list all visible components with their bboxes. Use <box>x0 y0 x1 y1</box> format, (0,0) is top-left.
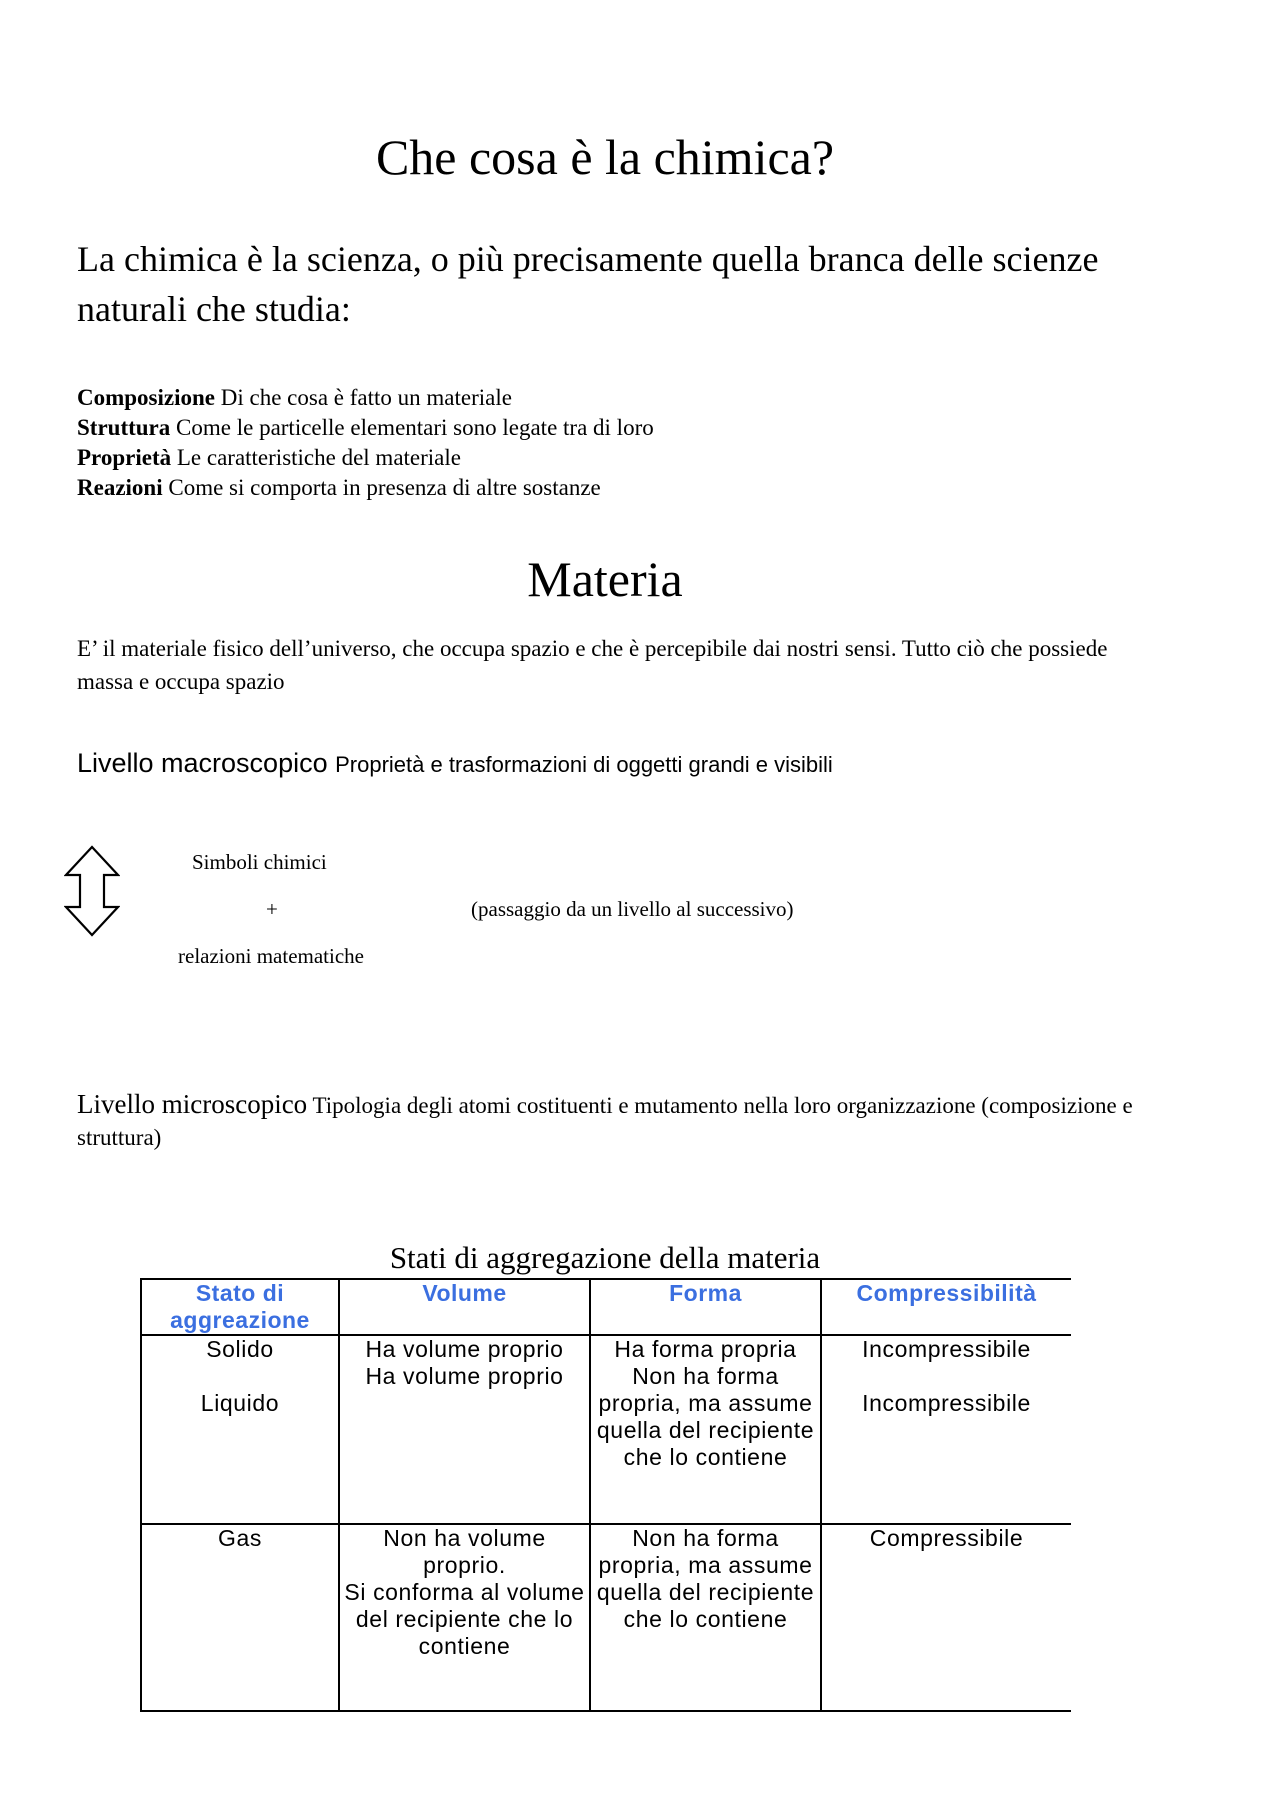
table-cell <box>590 1335 821 1524</box>
header-volume: Volume <box>339 1279 590 1335</box>
cell-text: Non ha forma propria, ma assume quella del recipiente che lo contiene <box>596 1363 815 1470</box>
macro-level-desc: Proprietà e trasformazioni di oggetti grandi e visibili <box>335 752 833 777</box>
macro-level-label: Livello macroscopico <box>77 748 328 778</box>
cell-text: Incompressibile <box>862 1336 1031 1362</box>
section-title-materia: Materia <box>527 551 683 607</box>
header-compressibilita: Compressibilità <box>821 1279 1071 1335</box>
macro-level-line <box>77 748 833 779</box>
cell-text: Ha forma propria <box>614 1336 797 1362</box>
definition-item <box>77 473 654 503</box>
table-header-row <box>141 1279 1071 1335</box>
cell-text: Ha volume proprio <box>365 1336 564 1362</box>
definition-item <box>77 383 654 413</box>
definition-term: Struttura <box>77 415 171 440</box>
bridge-symbols: Simboli chimici <box>192 850 327 874</box>
cell-text: Non ha forma propria, ma assume quella del recipiente che lo contiene <box>596 1525 815 1632</box>
definition-term: Composizione <box>77 385 215 410</box>
definition-text: Le caratteristiche del materiale <box>176 445 461 470</box>
definition-term: Reazioni <box>77 475 163 500</box>
cell-text: Ha volume proprio <box>365 1363 564 1389</box>
states-table <box>140 1278 1071 1712</box>
materia-paragraph: E’ il materiale fisico dell’universo, che occupa spazio e che è percepibile dai nostri sensi. Tutto ciò che possiede massa e occupa spazio <box>77 636 1108 694</box>
intro-paragraph: La chimica è la scienza, o più precisamente quella branca delle scienze naturali che studia: <box>77 239 1099 329</box>
table-cell <box>821 1524 1071 1711</box>
definition-text: Di che cosa è fatto un materiale <box>220 385 512 410</box>
page-title: Che cosa è la chimica? <box>375 129 835 185</box>
definitions-list <box>77 383 654 503</box>
table-row <box>141 1524 1071 1711</box>
cell-text: Si conforma al volume del recipiente che lo contiene <box>344 1579 585 1659</box>
cell-text: Compressibile <box>869 1525 1024 1551</box>
cell-text: Incompressibile <box>862 1390 1031 1416</box>
bridge-note: (passaggio da un livello al successivo) <box>471 897 794 921</box>
micro-level-desc: Tipologia degli atomi costituenti e mutamento nella loro organizzazione (composizione e struttura) <box>77 1093 1133 1150</box>
definition-item <box>77 443 654 473</box>
table-cell <box>339 1335 590 1524</box>
table-cell <box>590 1524 821 1711</box>
cell-text: Non ha volume proprio. <box>383 1525 546 1578</box>
double-arrow-icon <box>64 845 120 937</box>
cell-text: Solido <box>206 1336 274 1362</box>
table-cell <box>141 1335 339 1524</box>
definition-text: Come si comporta in presenza di altre sostanze <box>168 475 601 500</box>
definition-term: Proprietà <box>77 445 172 470</box>
table-cell <box>821 1335 1071 1524</box>
header-stato: Stato di aggreazione <box>141 1279 339 1335</box>
cell-text: Liquido <box>200 1390 280 1416</box>
bridge-plus: + <box>266 897 278 921</box>
micro-level-label: Livello microscopico <box>77 1089 308 1119</box>
table-title: Stati di aggregazione della materia <box>389 1240 821 1275</box>
cell-text: Gas <box>218 1525 262 1551</box>
definition-item <box>77 413 654 443</box>
definition-text: Come le particelle elementari sono legate tra di loro <box>176 415 654 440</box>
bridge-relations: relazioni matematiche <box>178 944 364 968</box>
table-row <box>141 1335 1071 1524</box>
header-forma: Forma <box>590 1279 821 1335</box>
table-cell <box>141 1524 339 1711</box>
table-cell <box>339 1524 590 1711</box>
micro-level-paragraph <box>77 1088 1137 1154</box>
